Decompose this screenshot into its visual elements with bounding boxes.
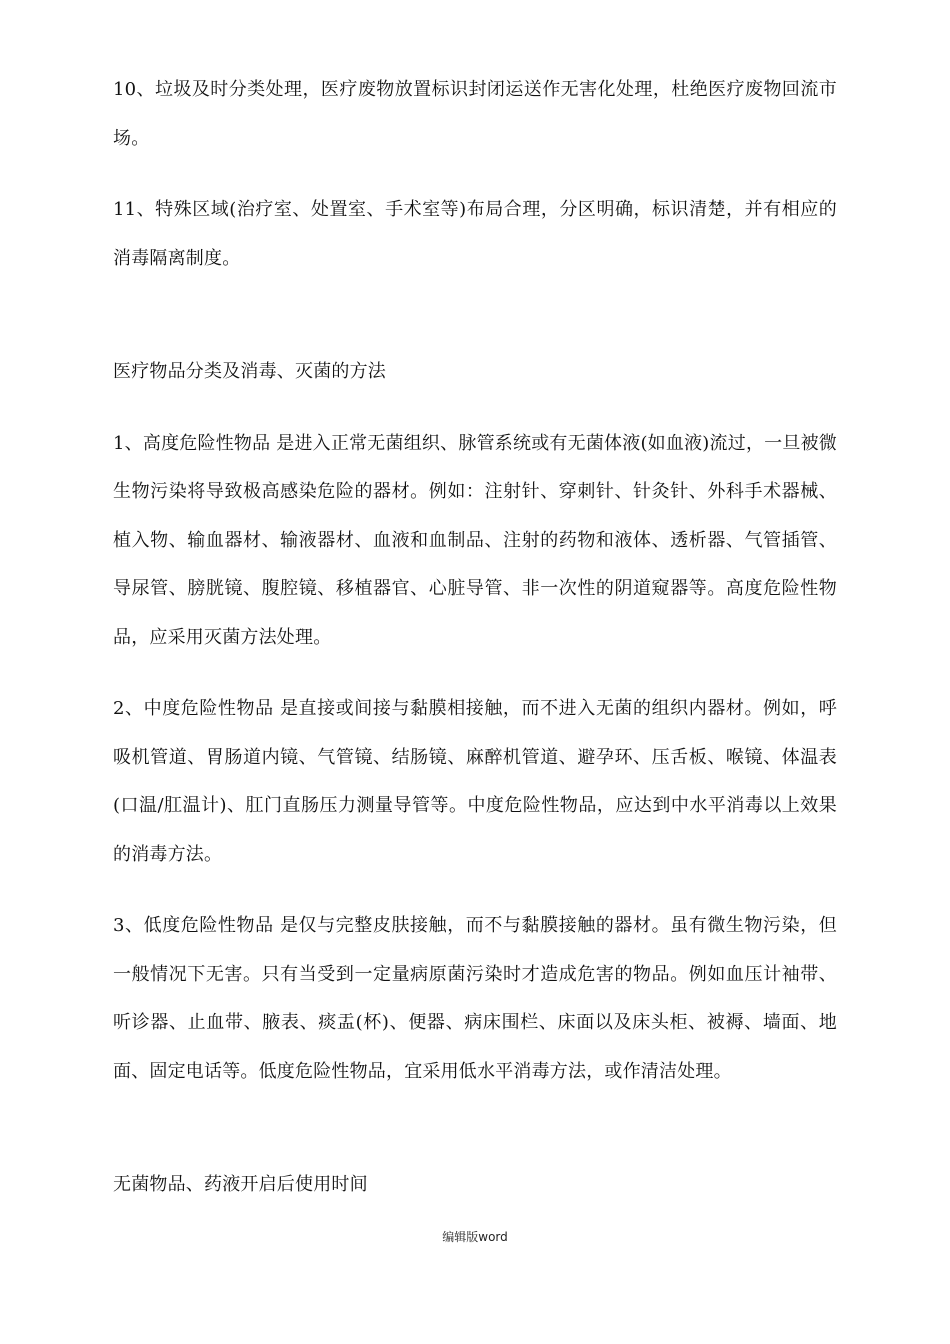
paragraph-spacer bbox=[113, 662, 837, 685]
paragraph-low-risk: 3、低度危险性物品 是仅与完整皮肤接触，而不与黏膜接触的器材。虽有微生物污染，但一般情况下无害。只有当受到一定量病原菌污染时才造成危害的物品。例如血压计袖带、听诊器、止血带、腋表、痰盂(杯)、便器、病床围栏、床面以及床头柜、被褥、墙面、地面、固定电话等。低度危险性物品，宜采用低水平消毒方法，或作清洁处理。 bbox=[113, 915, 837, 1082]
section-heading-usage-time: 无菌物品、药液开启后使用时间 bbox=[113, 1174, 368, 1195]
page-footer: 编辑版word bbox=[442, 1230, 508, 1244]
paragraph-item-11: 11、特殊区域(治疗室、处置室、手术室等)布局合理，分区明确，标识清楚，并有相应的消毒隔离制度。 bbox=[113, 199, 837, 269]
section-spacer bbox=[113, 283, 837, 348]
section-heading-classification: 医疗物品分类及消毒、灭菌的方法 bbox=[113, 361, 386, 382]
paragraph-medium-risk: 2、中度危险性物品 是直接或间接与黏膜相接触，而不进入无菌的组织内器材。例如，呼吸机管道、胃肠道内镜、气管镜、结肠镜、麻醉机管道、避孕环、压舌板、喉镜、体温表(口温/肛温计)、肛门直肠压力测量导管等。中度危险性物品，应达到中水平消毒以上效果的消毒方法。 bbox=[113, 698, 837, 865]
paragraph-spacer bbox=[113, 163, 837, 186]
paragraph-spacer bbox=[113, 879, 837, 902]
paragraph-item-10: 10、垃圾及时分类处理，医疗废物放置标识封闭运送作无害化处理，杜绝医疗废物回流市场。 bbox=[113, 79, 837, 149]
document-body bbox=[113, 66, 837, 1210]
paragraph-spacer bbox=[113, 397, 837, 420]
section-spacer bbox=[113, 1096, 837, 1161]
paragraph-high-risk: 1、高度危险性物品 是进入正常无菌组织、脉管系统或有无菌体液(如血液)流过，一旦被微生物污染将导致极高感染危险的器材。例如：注射针、穿刺针、针灸针、外科手术器械、植入物、输血器材、输液器材、血液和血制品、注射的药物和液体、透析器、气管插管、导尿管、膀胱镜、腹腔镜、移植器官、心脏导管、非一次性的阴道窥器等。高度危险性物品，应采用灭菌方法处理。 bbox=[113, 432, 837, 648]
